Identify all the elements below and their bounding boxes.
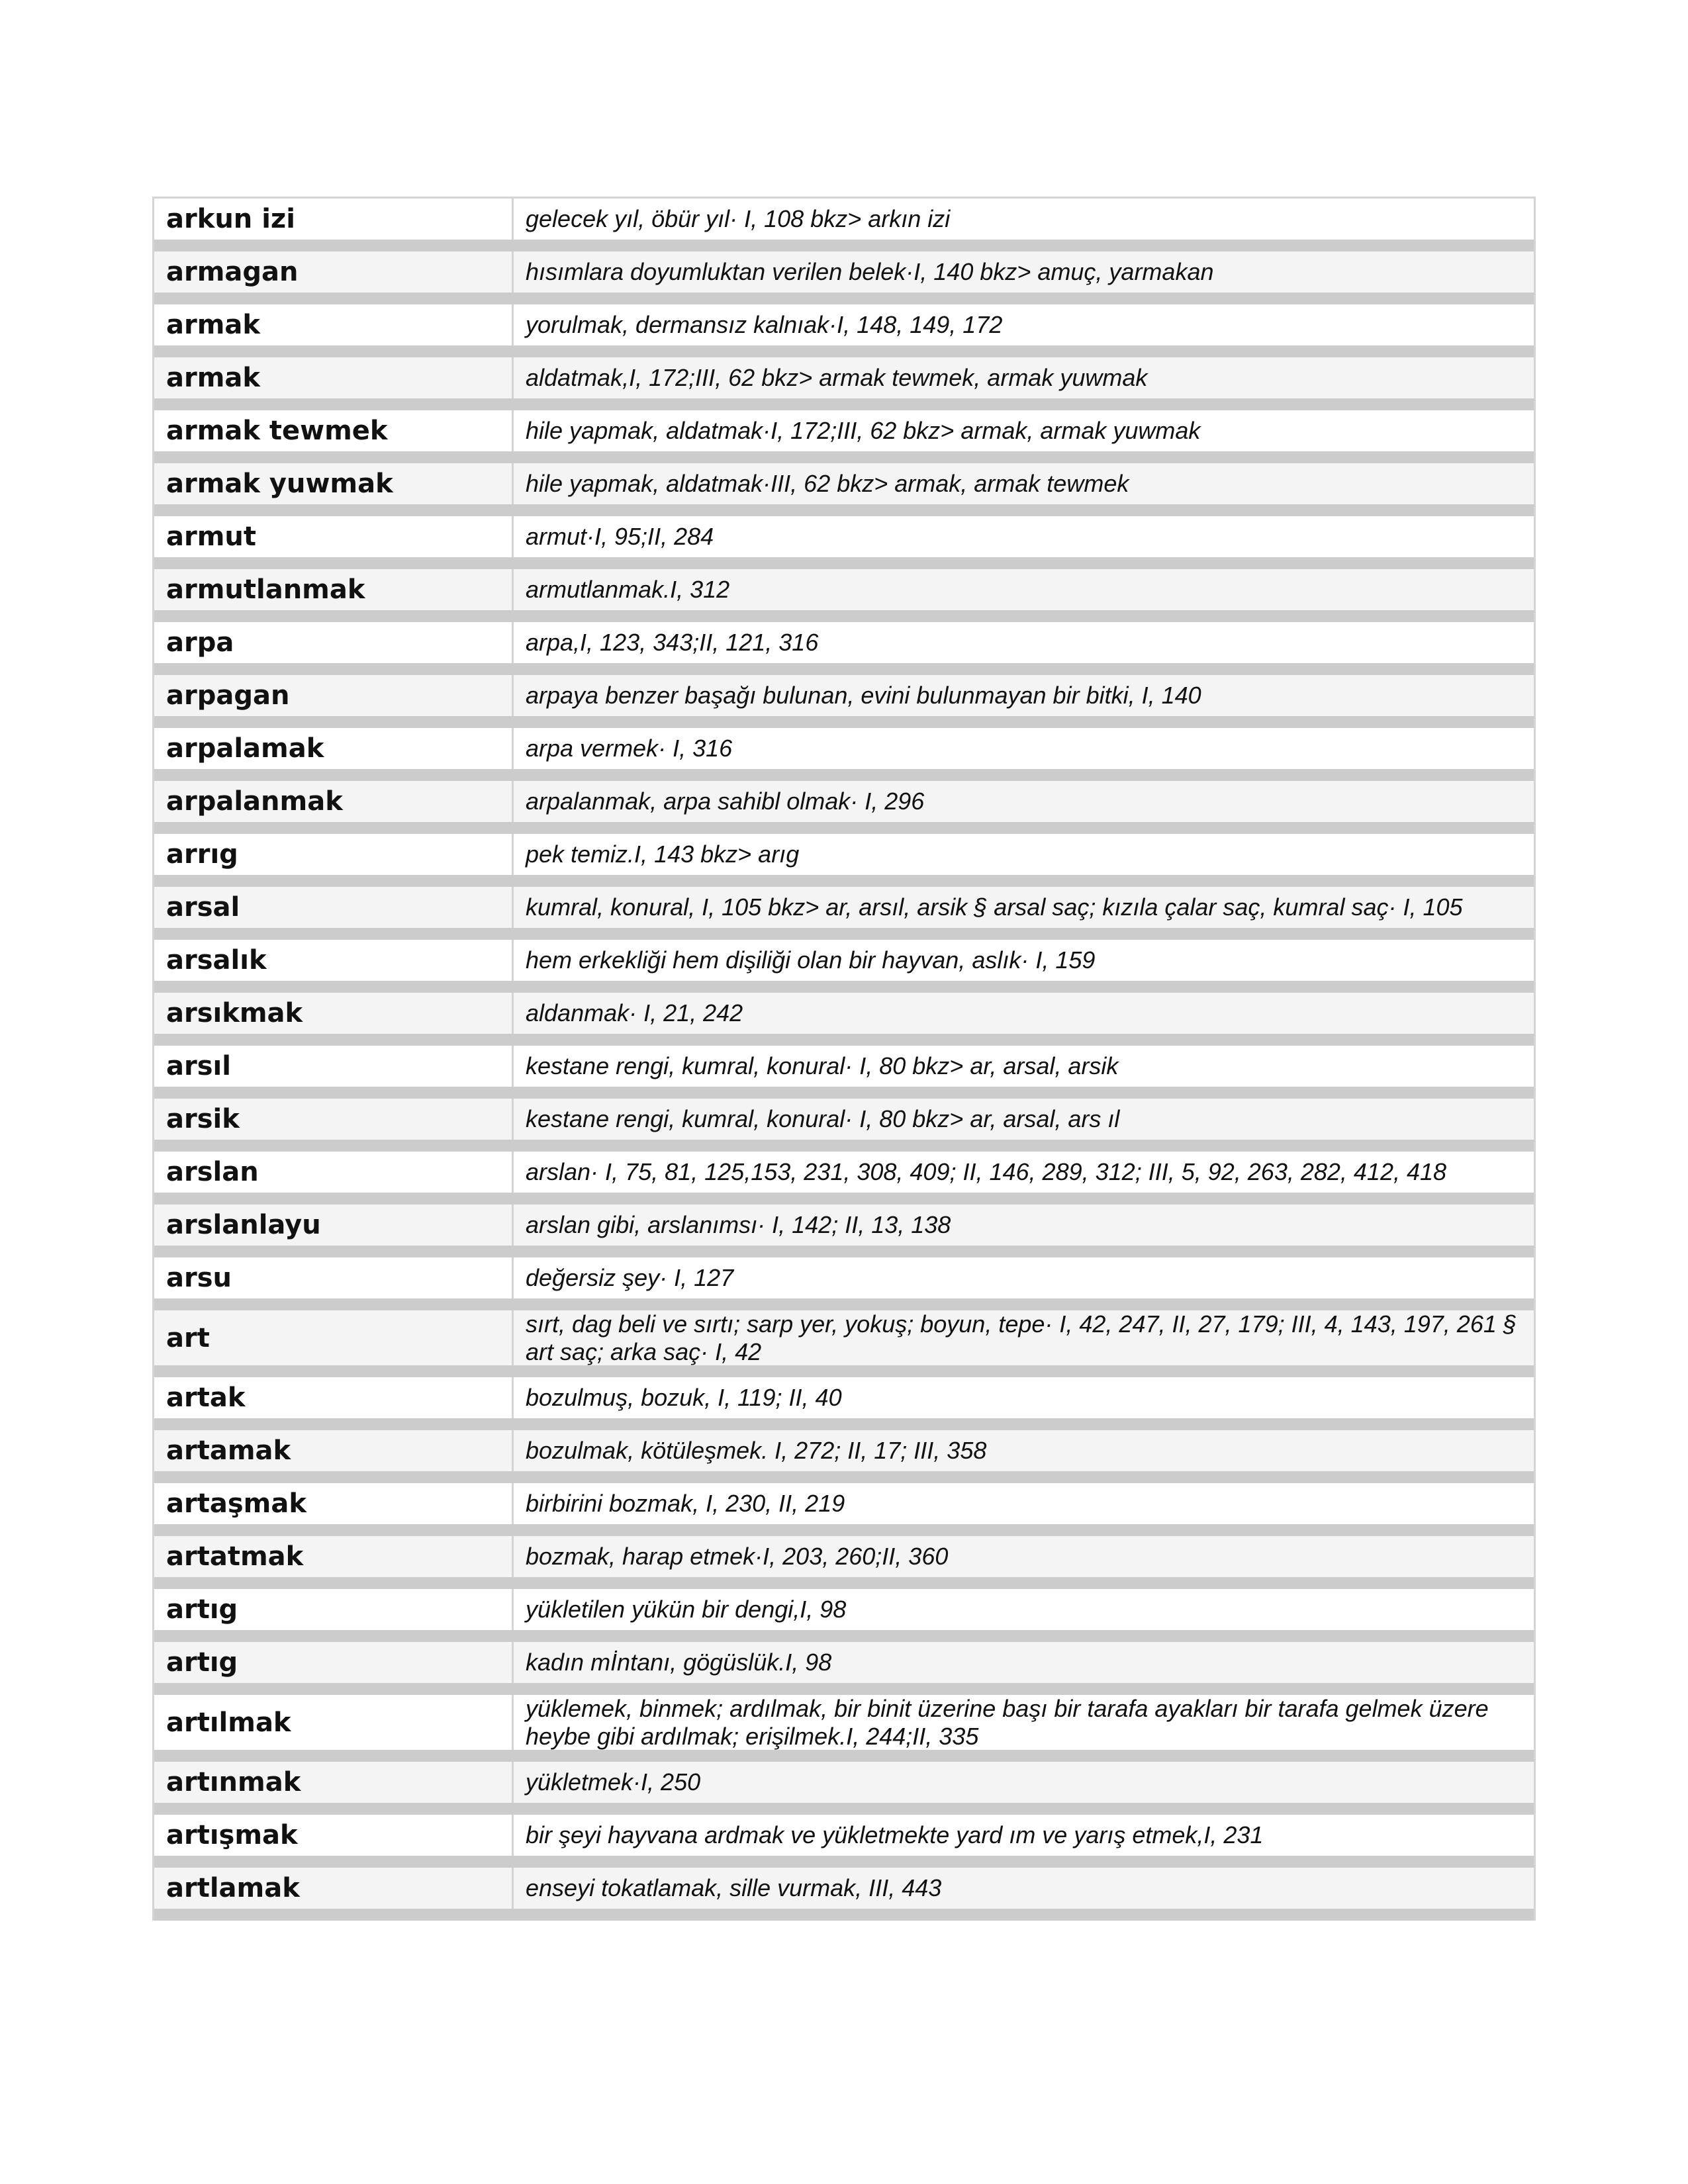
term: arslanlayu	[154, 1205, 514, 1246]
table-row	[154, 463, 1534, 516]
term: arsik	[154, 1099, 514, 1140]
table-row	[154, 728, 1534, 781]
table-row	[154, 251, 1534, 304]
term: artaşmak	[154, 1483, 514, 1524]
definition: armut·I, 95;II, 284	[514, 516, 1534, 557]
table-row	[154, 1257, 1534, 1310]
definition: kadın mİntanı, gögüslük.I, 98	[514, 1642, 1534, 1683]
term: armagan	[154, 251, 514, 293]
term: armak tewmek	[154, 410, 514, 451]
table-row	[154, 1815, 1534, 1868]
term: artlamak	[154, 1868, 514, 1909]
table-row	[154, 675, 1534, 728]
term: artatmak	[154, 1536, 514, 1577]
term: arsıkmak	[154, 993, 514, 1034]
term: artıg	[154, 1589, 514, 1630]
term: artak	[154, 1377, 514, 1418]
definition: enseyi tokatlamak, sille vurmak, III, 443	[514, 1868, 1534, 1909]
table-row	[154, 622, 1534, 675]
term: armak	[154, 304, 514, 345]
table-row	[154, 781, 1534, 834]
table-row	[154, 1046, 1534, 1099]
term: arpagan	[154, 675, 514, 716]
term: arpalamak	[154, 728, 514, 769]
table-row	[154, 1483, 1534, 1536]
definition: armutlanmak.I, 312	[514, 569, 1534, 610]
table-row	[154, 516, 1534, 569]
definition: hile yapmak, aldatmak·III, 62 bkz> armak, armak tewmek	[514, 463, 1534, 504]
table-row	[154, 1762, 1534, 1815]
definition: yükletmek·I, 250	[514, 1762, 1534, 1803]
table-row	[154, 569, 1534, 622]
term: artınmak	[154, 1762, 514, 1803]
term: art	[154, 1310, 514, 1365]
table-row	[154, 410, 1534, 463]
term: arsıl	[154, 1046, 514, 1087]
definition: pek temiz.I, 143 bkz> arıg	[514, 834, 1534, 875]
table-row	[154, 1152, 1534, 1205]
table-row	[154, 1536, 1534, 1589]
definition: bozulmuş, bozuk, I, 119; II, 40	[514, 1377, 1534, 1418]
definition: kestane rengi, kumral, konural· I, 80 bkz> ar, arsal, ars ıl	[514, 1099, 1534, 1140]
definition: arslan· I, 75, 81, 125,153, 231, 308, 409; II, 146, 289, 312; III, 5, 92, 263, 282, 412, 418	[514, 1152, 1534, 1193]
definition: bozulmak, kötüleşmek. I, 272; II, 17; III, 358	[514, 1430, 1534, 1471]
definition: hısımlara doyumluktan verilen belek·I, 140 bkz> amuç, yarmakan	[514, 251, 1534, 293]
definition: bir şeyi hayvana ardmak ve yükletmekte yard ım ve yarış etmek,I, 231	[514, 1815, 1534, 1856]
definition: aldatmak,I, 172;III, 62 bkz> armak tewmek, armak yuwmak	[514, 357, 1534, 398]
term: armak	[154, 357, 514, 398]
term: arrıg	[154, 834, 514, 875]
term: artışmak	[154, 1815, 514, 1856]
definition: arpaya benzer başağı bulunan, evini bulunmayan bir bitki, I, 140	[514, 675, 1534, 716]
table-row	[154, 1589, 1534, 1642]
glossary-table	[152, 197, 1536, 1921]
definition: yorulmak, dermansız kalnıak·I, 148, 149, 172	[514, 304, 1534, 345]
term: artamak	[154, 1430, 514, 1471]
definition: sırt, dag beli ve sırtı; sarp yer, yokuş; boyun, tepe· I, 42, 247, II, 27, 179; III, 4, 143, 197, 261 § art saç; arka saç· I, 42	[514, 1310, 1534, 1365]
term: arkun izi	[154, 199, 514, 240]
term: arsalık	[154, 940, 514, 981]
table-row	[154, 1310, 1534, 1377]
definition: arpa,I, 123, 343;II, 121, 316	[514, 622, 1534, 663]
definition: yüklemek, binmek; ardılmak, bir binit üzerine başı bir tarafa ayakları bir tarafa gelmek üzere heybe gibi ardılmak; erişilmek.I, 244;II, 335	[514, 1695, 1534, 1750]
table-row	[154, 1099, 1534, 1152]
term: armutlanmak	[154, 569, 514, 610]
term: armut	[154, 516, 514, 557]
table-row	[154, 1695, 1534, 1762]
definition: yükletilen yükün bir dengi,I, 98	[514, 1589, 1534, 1630]
definition: arpalanmak, arpa sahibl olmak· I, 296	[514, 781, 1534, 822]
definition: hile yapmak, aldatmak·I, 172;III, 62 bkz> armak, armak yuwmak	[514, 410, 1534, 451]
definition: aldanmak· I, 21, 242	[514, 993, 1534, 1034]
term: artılmak	[154, 1695, 514, 1750]
definition: birbirini bozmak, I, 230, II, 219	[514, 1483, 1534, 1524]
definition: kumral, konural, I, 105 bkz> ar, arsıl, arsik § arsal saç; kızıla çalar saç, kumral saç· I, 105	[514, 887, 1534, 928]
definition: hem erkekliği hem dişiliği olan bir hayvan, aslık· I, 159	[514, 940, 1534, 981]
term: arsal	[154, 887, 514, 928]
definition: bozmak, harap etmek·I, 203, 260;II, 360	[514, 1536, 1534, 1577]
table-row	[154, 940, 1534, 993]
table-row	[154, 993, 1534, 1046]
table-row	[154, 1868, 1534, 1921]
term: arpa	[154, 622, 514, 663]
table-row	[154, 304, 1534, 357]
definition: gelecek yıl, öbür yıl· I, 108 bkz> arkın izi	[514, 199, 1534, 240]
definition: arslan gibi, arslanımsı· I, 142; II, 13, 138	[514, 1205, 1534, 1246]
term: arpalanmak	[154, 781, 514, 822]
table-row	[154, 357, 1534, 410]
table-row	[154, 887, 1534, 940]
table-row	[154, 199, 1534, 251]
definition: arpa vermek· I, 316	[514, 728, 1534, 769]
term: arsu	[154, 1257, 514, 1298]
term: arslan	[154, 1152, 514, 1193]
table-row	[154, 1205, 1534, 1257]
term: artıg	[154, 1642, 514, 1683]
table-row	[154, 834, 1534, 887]
table-row	[154, 1377, 1534, 1430]
definition: kestane rengi, kumral, konural· I, 80 bkz> ar, arsal, arsik	[514, 1046, 1534, 1087]
definition: değersiz şey· I, 127	[514, 1257, 1534, 1298]
term: armak yuwmak	[154, 463, 514, 504]
table-row	[154, 1430, 1534, 1483]
table-row	[154, 1642, 1534, 1695]
